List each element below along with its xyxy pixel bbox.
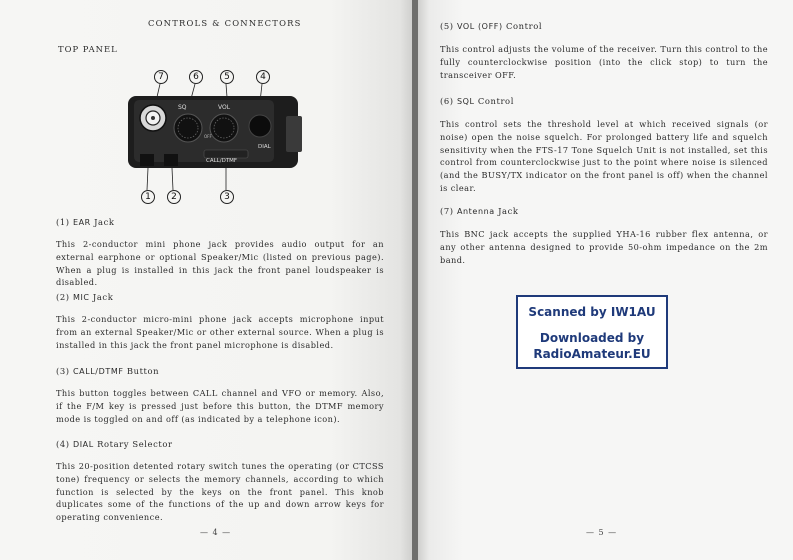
top-panel-diagram bbox=[100, 68, 320, 208]
callout-1: 1 bbox=[141, 190, 155, 204]
stamp-line-scanned: Scanned by IW1AU bbox=[528, 305, 656, 319]
section-heading-vol: (5) VOL (OFF) Control bbox=[440, 21, 543, 31]
scanner-credit-stamp bbox=[516, 295, 668, 369]
label-dial: DIAL bbox=[258, 144, 271, 150]
stamp-line-site: RadioAmateur.EU bbox=[533, 347, 651, 361]
section-heading-dial: (4) DIAL Rotary Selector bbox=[56, 439, 173, 449]
callout-6: 6 bbox=[189, 70, 203, 84]
callout-5: 5 bbox=[220, 70, 234, 84]
section-heading-ear: (1) EAR Jack bbox=[56, 217, 115, 227]
callout-3: 3 bbox=[220, 190, 234, 204]
callout-2: 2 bbox=[167, 190, 181, 204]
right-page bbox=[418, 0, 793, 560]
callout-4: 4 bbox=[256, 70, 270, 84]
label-call-dtmf: CALL/DTMF bbox=[206, 158, 238, 164]
section-heading-sql: (6) SQL Control bbox=[440, 96, 514, 106]
section-body-dial: This 20-position detented rotary switch tunes the operating (or CTCSS tone) frequency or selects the memory channels, according to which function is selected by the keys on the front panel. This knob duplicates some of the functions of the up and down arrow keys for operating convenience. bbox=[56, 461, 384, 523]
section-heading-call-dtmf: (3) CALL/DTMF Button bbox=[56, 366, 160, 376]
label-sq: SQ bbox=[178, 104, 187, 111]
stamp-line-downloaded: Downloaded by bbox=[539, 331, 645, 345]
section-body-vol: This control adjusts the volume of the receiver. Turn this control to the fully counterclockwise position (into the click stop) to turn the transceiver OFF. bbox=[440, 44, 769, 80]
section-body-antenna: This BNC jack accepts the supplied YHA-16 rubber flex antenna, or any other antenna designed to provide 50-ohm impedance on the 2m band. bbox=[440, 229, 768, 265]
section-body-call-dtmf: This button toggles between CALL channel and VFO or memory. Also, if the F/M key is pressed just before this button, the DTMF memory mode is toggled on and off (as indicated by a telephone icon). bbox=[56, 388, 384, 424]
label-off: OFF bbox=[204, 134, 212, 139]
page-title: CONTROLS & CONNECTORS bbox=[148, 18, 302, 28]
label-vol: VOL bbox=[218, 104, 231, 111]
section-subtitle: TOP PANEL bbox=[58, 44, 118, 54]
page-number-right: — 5 — bbox=[586, 528, 618, 537]
page-number-left: — 4 — bbox=[200, 528, 232, 537]
section-body-ear: This 2-conductor mini phone jack provides audio output for an external earphone or optional Speaker/Mic (listed on previous page). When a plug is installed in this jack the front panel loudspeaker is disabled. bbox=[56, 239, 384, 288]
section-heading-mic: (2) MIC Jack bbox=[56, 292, 114, 302]
callout-7: 7 bbox=[154, 70, 168, 84]
section-body-mic: This 2-conductor micro-mini phone jack accepts microphone input from an external Speaker/Mic or other external source. When a plug is installed in this jack the front panel microphone is disabled. bbox=[56, 314, 384, 350]
section-body-sql: This control sets the threshold level at which received signals (or noise) open the noise squelch. For prolonged battery life and squelch sensitivity when the FTS-17 Tone Squelch Unit is not installed, set this control from counterclockwise just to the point where noise is silenced (and the BUSY/TX indicator on the front panel is off) when the channel is clear. bbox=[440, 119, 768, 193]
section-heading-antenna: (7) Antenna Jack bbox=[440, 206, 519, 216]
